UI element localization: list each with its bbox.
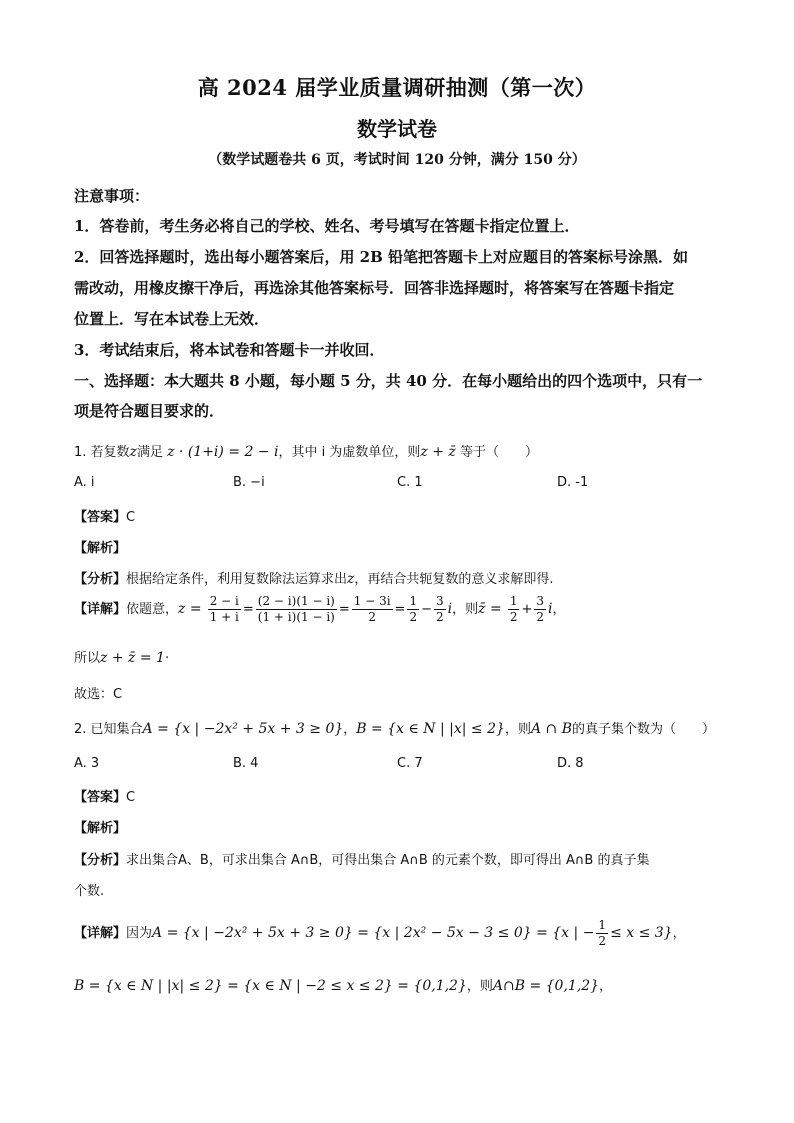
- q1-fenxi-b: ，再结合共轭复数的意义求解即得.: [354, 572, 554, 587]
- q2-intersection: A ∩ B: [530, 721, 572, 737]
- q1-option-b: B. −i: [233, 475, 265, 490]
- q1-fraction-1: [208, 594, 241, 625]
- exam-title: 高 2024 届学业质量调研抽测（第一次）: [197, 75, 597, 100]
- q1-fenxi-tag: 【分析】: [74, 572, 127, 587]
- q1-so-eq: z + z̄ = 1: [100, 650, 165, 666]
- q2-line-b-result: A∩B = {0,1,2}: [492, 978, 600, 994]
- q1-fraction-2-den: (1 + i)(1 − i): [257, 610, 335, 624]
- q1-detail: 【详解】依题意，z = $\frac{2 - i}{1 + i}$ = $\frac{(2 - i)(1 - i)}{(1 + i)(1 - i)}$ = $\frac{1 - 3i}{2}$ = $\frac{1}{2}$ − $\frac{3}{2}$ i，则z̄ = $\frac{1}{2}$ + $\frac{3}{2}$ i，: [74, 594, 566, 624]
- notice-item-3: 3．考试结束后，将本试卷和答题卡一并收回．: [74, 341, 385, 359]
- q1-fraction-5-num: 3: [436, 594, 444, 608]
- q2-option-c: C. 7: [397, 756, 423, 771]
- q1-answer-tag: 【答案】: [74, 510, 127, 525]
- q1-prefix: 1. 若复数: [74, 445, 130, 460]
- notice-item-1: 1．答卷前，考生务必将自己的学校、姓名、考号填写在答题卡指定位置上．: [74, 217, 580, 235]
- q1-fraction-7-den: 2: [536, 610, 545, 624]
- q2-set-b: B = {x ∈ N | |x| ≤ 2}: [356, 721, 505, 737]
- q1-fraction-6: [508, 594, 520, 625]
- q1-fraction-6-num: 1: [509, 594, 518, 608]
- q1-option-c: C. 1: [397, 475, 423, 490]
- exam-subject: 数学试卷: [357, 117, 437, 141]
- q2-detail-eq-a: A = {x | −2x² + 5x + 3 ≥ 0} = {x | 2x² − 5x − 3 ≤ 0} = {x | −: [152, 925, 595, 941]
- q2-option-b: B. 4: [233, 756, 259, 771]
- q2-half-den: 2: [598, 934, 607, 948]
- q1-analysis-tag: 【解析】: [74, 541, 127, 556]
- notice-item-2-line-2: 需改动，用橡皮擦干净后，再选涂其他答案标号．回答非选择题时，将答案写在答题卡指定: [74, 279, 675, 297]
- q1-fraction-7: [534, 594, 546, 625]
- q1-fraction-5: [434, 594, 446, 625]
- q2-detail-a: 因为: [126, 926, 153, 941]
- q2-fenxi-tag: 【分析】: [74, 853, 127, 868]
- q1-fraction-2: [256, 594, 337, 625]
- q2-detail-b: ，: [672, 926, 686, 941]
- notice-item-2-line-1: 2．回答选择题时，选出每小题答案后，用 2B 铅笔把答题卡上对应题目的答案标号涂黑．如: [74, 248, 689, 266]
- q1-conclusion: [74, 647, 169, 666]
- q1-fraction-4: [407, 594, 419, 625]
- q1-fraction-3-num: 1 − 3i: [353, 594, 391, 608]
- q1-fenxi: [74, 568, 554, 587]
- q2-line-b: B = {x ∈ N | |x| ≤ 2} = {x ∈ N | −2 ≤ x ≤ 2} = {0,1,2}: [74, 978, 467, 994]
- exam-note: （数学试题卷共 6 页，考试时间 120 分钟，满分 150 分）: [208, 152, 586, 168]
- q1-fenxi-z: z: [347, 571, 355, 587]
- q2-half-num: 1: [598, 918, 607, 932]
- q1-fraction-7-num: 3: [536, 594, 545, 608]
- q1-detail-z: z =: [178, 601, 202, 617]
- q2-option-d: D. 8: [557, 756, 584, 771]
- q1-fraction-2-num: (2 − i)(1 − i): [257, 594, 335, 608]
- notice-item-2-line-3: 位置上．写在本试卷上无效．: [74, 310, 270, 328]
- q2-mid: ，则: [504, 722, 531, 737]
- q2-analysis-tag: 【解析】: [74, 821, 127, 836]
- q1-detail-b: ，则: [452, 602, 479, 617]
- q1-z: z: [129, 444, 137, 460]
- q2-suffix: 的真子集个数为（ ）: [571, 722, 715, 737]
- q1-zbar: z̄ =: [478, 601, 502, 617]
- q1-fraction-1-den: 1 + i: [209, 610, 239, 624]
- q1-fraction-3-den: 2: [368, 610, 376, 624]
- q2-half-fraction: [596, 918, 608, 949]
- q1-so-b: ·: [164, 651, 170, 666]
- q2-line-b-end: ，: [599, 979, 613, 994]
- notice-heading: 注意事项：: [74, 187, 150, 205]
- q2-detail-tag: 【详解】: [74, 926, 127, 941]
- q1-suffix: 等于（ ）: [459, 445, 538, 460]
- q1-mid1: 满足: [136, 445, 163, 460]
- q1-equation: z · (1+i) = 2 − i: [167, 444, 279, 460]
- q1-fenxi-a: 根据给定条件，利用复数除法运算求出: [126, 572, 348, 587]
- q1-expression: z + z̄: [420, 444, 456, 460]
- section-1-line-1: 一、选择题：本大题共 8 小题，每小题 5 分，共 40 分．在每小题给出的四个选项中，只有一: [74, 372, 703, 390]
- q2-stem: [74, 718, 715, 737]
- q2-fenxi: [74, 849, 649, 868]
- q1-fraction-4-num: 1: [409, 594, 418, 608]
- q2-sep: ，: [343, 722, 357, 737]
- q2-detail-eq-b: ≤ x ≤ 3}: [610, 925, 673, 941]
- q1-mid2: ，其中 i 为虚数单位，则: [278, 445, 421, 460]
- q2-fenxi-line-2: 个数.: [74, 884, 105, 899]
- q2-option-a: A. 3: [74, 756, 100, 771]
- q1-answer: [74, 506, 135, 525]
- q1-fraction-1-num: 2 − i: [209, 594, 239, 608]
- q2-answer: [74, 786, 135, 805]
- q1-fraction-4-den: 2: [409, 610, 418, 624]
- q2-set-a: A = {x | −2x² + 5x + 3 ≥ 0}: [142, 721, 344, 737]
- q1-choose: 故选：C: [74, 687, 123, 702]
- q2-answer-value: C: [126, 790, 136, 805]
- q1-fraction-5-den: 2: [436, 610, 444, 624]
- q1-stem: [74, 441, 538, 460]
- q1-option-a: A. i: [74, 475, 95, 490]
- q2-prefix: 2. 已知集合: [74, 722, 143, 737]
- section-1-line-2: 项是符合题目要求的．: [74, 402, 225, 420]
- q2-line-b-mid: ，则: [466, 979, 493, 994]
- q1-fraction-6-den: 2: [509, 610, 518, 624]
- q1-fraction-3: [352, 594, 393, 625]
- q2-detail: [74, 918, 686, 949]
- q1-detail-c: ，: [552, 602, 566, 617]
- q1-so-a: 所以: [74, 651, 101, 666]
- q2-fenxi-line-1: 求出集合A、B，可求出集合 A∩B，可得出集合 A∩B 的元素个数，即可得出 A∩B 的真子集: [126, 853, 650, 868]
- q1-detail-a: 依题意，: [126, 602, 179, 617]
- q1-answer-value: C: [126, 510, 136, 525]
- q1-option-d: D. -1: [557, 475, 589, 490]
- q2-answer-tag: 【答案】: [74, 790, 127, 805]
- q2-set-b-line: [74, 975, 612, 994]
- q1-detail-tag: 【详解】: [74, 602, 127, 617]
